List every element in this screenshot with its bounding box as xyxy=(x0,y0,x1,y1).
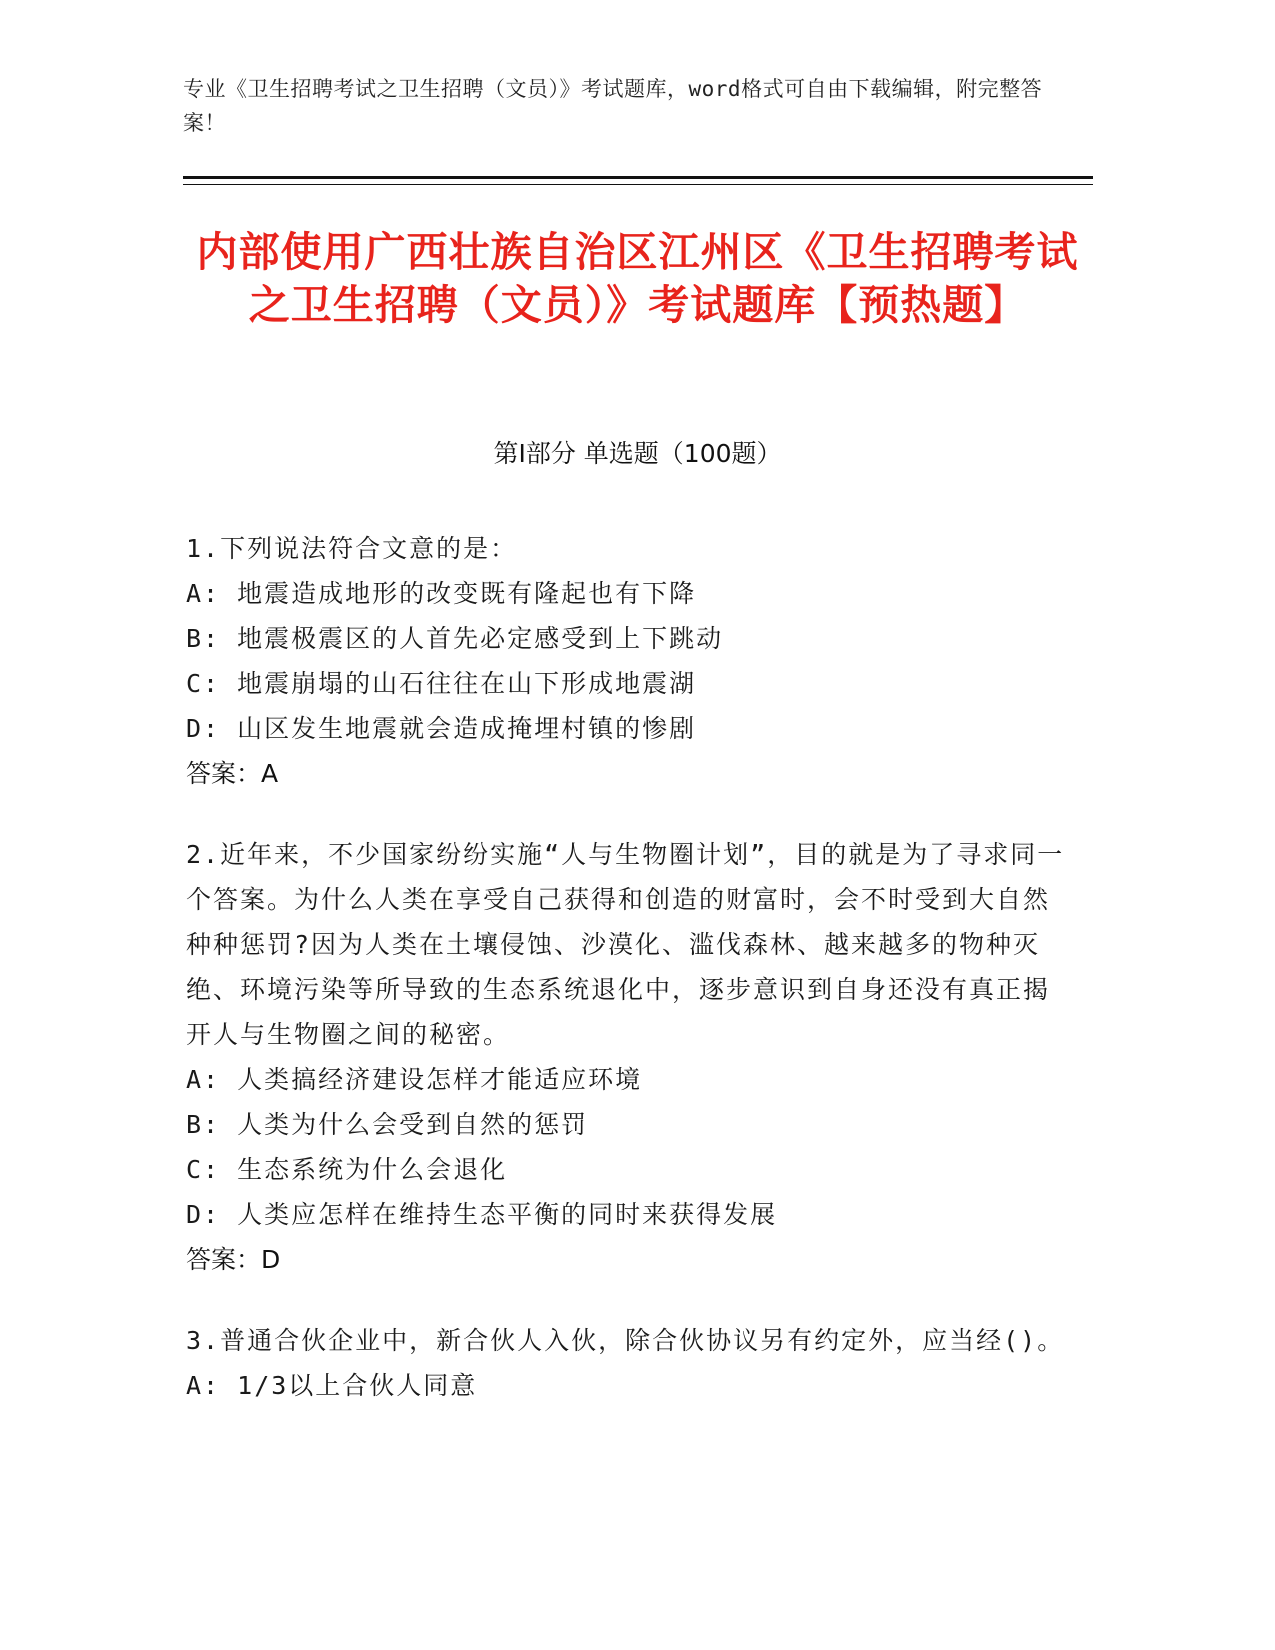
option-c: C: 地震崩塌的山石往往在山下形成地震湖 xyxy=(186,669,697,698)
answer-label: 答案：A xyxy=(186,759,279,788)
option-b: B: 人类为什么会受到自然的惩罚 xyxy=(186,1110,589,1139)
question-stem: 2.近年来，不少国家纷纷实施“人与生物圈计划”，目的就是为了寻求同一个答案。为什么人类在享受自己获得和创造的财富时，会不时受到大自然种种惩罚?因为人类在土壤侵蚀、沙漠化、滥伐森林、越来越多的物种灭绝、环境污染等所导致的生态系统退化中，逐步意识到自身还没有真正揭开人与生物圈之间的秘密。 xyxy=(186,840,1065,1049)
question-1 xyxy=(186,526,1066,796)
option-a: A: 1/3以上合伙人同意 xyxy=(186,1371,478,1400)
question-2 xyxy=(186,832,1066,1282)
answer-label: 答案：D xyxy=(186,1245,281,1274)
option-d: D: 人类应怎样在维持生态平衡的同时来获得发展 xyxy=(186,1200,778,1229)
question-list xyxy=(186,526,1066,1444)
option-a: A: 人类搞经济建设怎样才能适应环境 xyxy=(186,1065,643,1094)
option-c: C: 生态系统为什么会退化 xyxy=(186,1155,508,1184)
option-d: D: 山区发生地震就会造成掩埋村镇的惨剧 xyxy=(186,714,697,743)
question-3 xyxy=(186,1318,1066,1408)
question-stem: 1.下列说法符合文意的是： xyxy=(186,534,518,563)
header-note: 专业《卫生招聘考试之卫生招聘（文员）》考试题库，word格式可自由下载编辑，附完整答案！ xyxy=(183,77,1043,135)
header-divider-thick xyxy=(183,176,1093,179)
option-b: B: 地震极震区的人首先必定感受到上下跳动 xyxy=(186,624,724,653)
question-stem: 3.普通合伙企业中，新合伙人入伙，除合伙协议另有约定外，应当经()。 xyxy=(186,1326,1065,1355)
document-title: 内部使用广西壮族自治区江州区《卫生招聘考试之卫生招聘（文员）》考试题库【预热题】 xyxy=(196,228,1079,329)
section-title: 第Ⅰ部分 单选题（100题） xyxy=(493,439,782,468)
header-divider-thin xyxy=(183,184,1093,185)
option-a: A: 地震造成地形的改变既有隆起也有下降 xyxy=(186,579,697,608)
